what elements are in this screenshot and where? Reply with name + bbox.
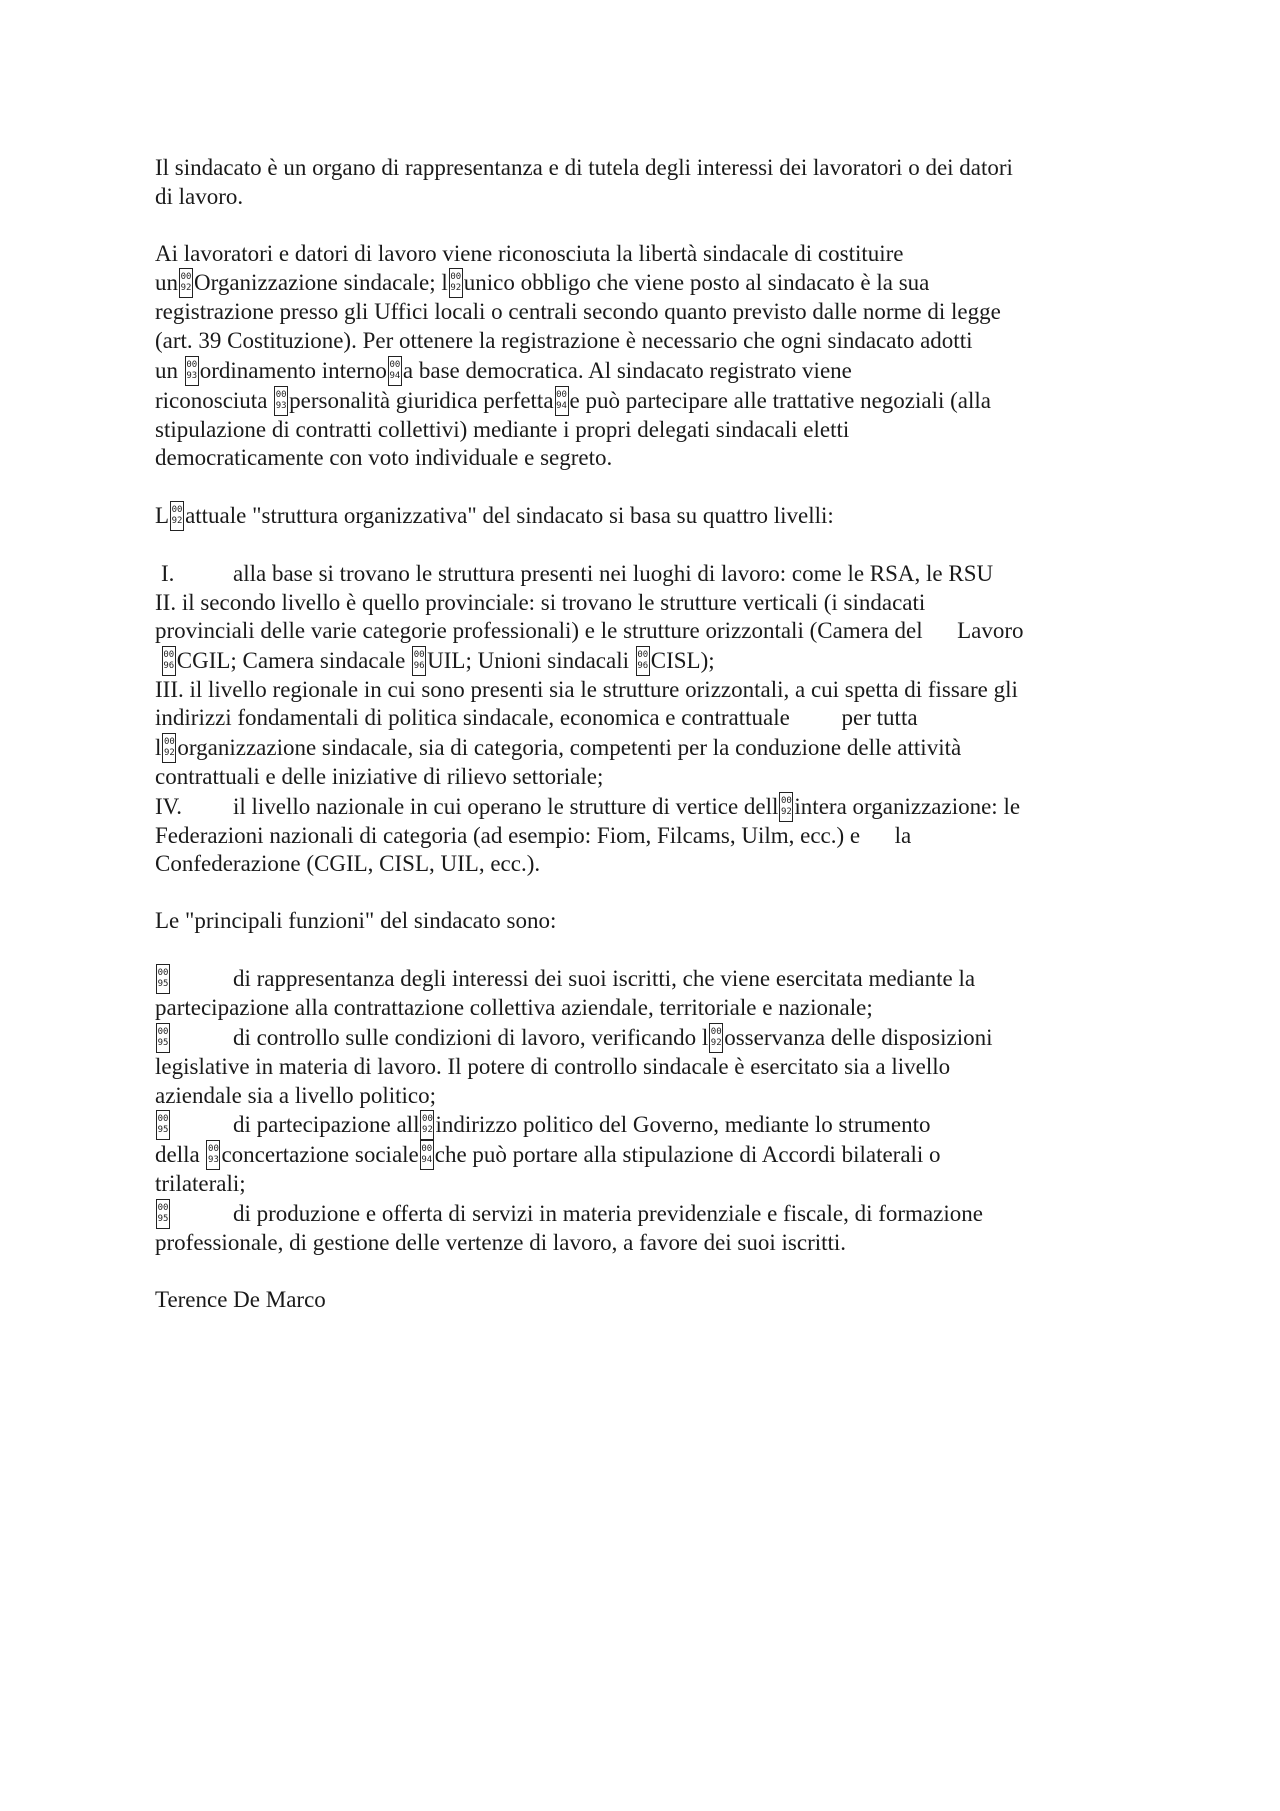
bullet-marker bbox=[155, 964, 233, 994]
level-item-2-line-2: provinciali delle varie categorie professionali) e le strutture orizzontali (Camera del Lavoro bbox=[155, 618, 1024, 644]
missing-glyph-icon: 00 96 bbox=[162, 646, 176, 676]
missing-glyph-icon: 00 92 bbox=[170, 501, 184, 531]
level-item-4-line-3: Confederazione (CGIL, CISL, UIL, ecc.). bbox=[155, 851, 541, 877]
missing-glyph-icon: 00 92 bbox=[179, 268, 193, 298]
bullet-marker bbox=[155, 1023, 233, 1053]
missing-glyph-icon: 00 92 bbox=[420, 1110, 434, 1140]
function-item-4-line-1: 00 95 di produzione e offerta di servizi in materia previdenziale e fiscale, di formazione bbox=[155, 1199, 1135, 1229]
level-marker: III. bbox=[155, 676, 184, 702]
bullet-glyph-icon: 00 95 bbox=[156, 1199, 170, 1229]
missing-glyph-icon: 00 94 bbox=[555, 386, 569, 416]
level-item-4-line-2: Federazioni nazionali di categoria (ad esempio: Fiom, Filcams, Uilm, ecc.) e la bbox=[155, 822, 912, 848]
function-item-1-line-2: partecipazione alla contrattazione collettiva aziendale, territoriale e nazionale; bbox=[155, 995, 873, 1021]
functions-list bbox=[155, 964, 1135, 1257]
level-item-4-line-1: IV. il livello nazionale in cui operano le strutture di vertice dell 00 92 intera organizzazione: le bbox=[155, 792, 1135, 822]
bullet-marker bbox=[155, 1199, 233, 1229]
level-item-3-line-2: indirizzi fondamentali di politica sindacale, economica e contrattuale per tutta bbox=[155, 705, 918, 731]
level-item-2-line-3: 00 96 CGIL; Camera sindacale 00 96 UIL; Unioni sindacali 00 96 CISL); bbox=[155, 646, 1135, 676]
function-item-3-line-3: trilaterali; bbox=[155, 1171, 246, 1197]
function-item-1-line-1: 00 95 di rappresentanza degli interessi dei suoi iscritti, che viene esercitata mediante la bbox=[155, 964, 1135, 994]
freedom-line-6: riconosciuta 00 93 personalità giuridica perfetta 00 94 e può partecipare alle trattative negoziali (alla bbox=[155, 386, 1135, 416]
missing-glyph-icon: 00 96 bbox=[412, 646, 426, 676]
freedom-line-1: Ai lavoratori e datori di lavoro viene riconosciuta la libertà sindacale di costituire bbox=[155, 240, 904, 266]
functions-intro-line: Le "principali funzioni" del sindacato sono: bbox=[155, 908, 557, 934]
level-marker: I. bbox=[161, 560, 175, 586]
document-page bbox=[155, 154, 1135, 1315]
missing-glyph-icon: 00 93 bbox=[185, 356, 199, 386]
missing-glyph-icon: 00 92 bbox=[709, 1023, 723, 1053]
freedom-line-4: (art. 39 Costituzione). Per ottenere la registrazione è necessario che ogni sindacato adotti bbox=[155, 327, 973, 353]
bullet-glyph-icon: 00 95 bbox=[156, 1023, 170, 1053]
freedom-line-3: registrazione presso gli Uffici locali o centrali secondo quanto previsto dalle norme di legge bbox=[155, 299, 1001, 325]
missing-glyph-icon: 00 93 bbox=[206, 1140, 220, 1170]
level-item-3-line-4: contrattuali e delle iniziative di rilievo settoriale; bbox=[155, 763, 604, 789]
bullet-marker bbox=[155, 1110, 233, 1140]
levels-list bbox=[155, 560, 1135, 879]
level-item-3-line-3: l 00 92 organizzazione sindacale, sia di categoria, competenti per la conduzione delle attività bbox=[155, 733, 1135, 763]
level-item-3-line-1: III. il livello regionale in cui sono presenti sia le strutture orizzontali, a cui spetta di fissare gli bbox=[155, 676, 1018, 702]
missing-glyph-icon: 00 94 bbox=[420, 1140, 434, 1170]
level-item-1: I. alla base si trovano le struttura presenti nei luoghi di lavoro: come le RSA, le RSU bbox=[155, 560, 1135, 589]
author-signature: Terence De Marco bbox=[155, 1287, 326, 1313]
missing-glyph-icon: 00 92 bbox=[162, 733, 176, 763]
missing-glyph-icon: 00 93 bbox=[274, 386, 288, 416]
level-marker: IV. bbox=[155, 793, 183, 819]
bullet-glyph-icon: 00 95 bbox=[156, 964, 170, 994]
function-item-2-line-1: 00 95 di controllo sulle condizioni di lavoro, verificando l 00 92 osservanza delle disposizioni bbox=[155, 1023, 1135, 1053]
freedom-line-7: stipulazione di contratti collettivi) mediante i propri delegati sindacali eletti bbox=[155, 416, 850, 442]
level-marker: II. bbox=[155, 589, 177, 615]
function-item-2-line-3: aziendale sia a livello politico; bbox=[155, 1082, 437, 1108]
structure-intro-line: L 00 92 attuale "struttura organizzativa" del sindacato si basa su quattro livelli: bbox=[155, 501, 1135, 531]
function-item-3-line-1: 00 95 di partecipazione all 00 92 indirizzo politico del Governo, mediante lo strumento bbox=[155, 1110, 1135, 1140]
missing-glyph-icon: 00 92 bbox=[449, 268, 463, 298]
bullet-glyph-icon: 00 95 bbox=[156, 1110, 170, 1140]
level-item-2-line-1: II. il secondo livello è quello provinciale: si trovano le strutture verticali (i sindacati bbox=[155, 589, 926, 615]
missing-glyph-icon: 00 96 bbox=[636, 646, 650, 676]
freedom-line-2: un 00 92 Organizzazione sindacale; l 00 92 unico obbligo che viene posto al sindacato è la sua bbox=[155, 268, 1135, 298]
function-item-3-line-2: della 00 93 concertazione sociale 00 94 che può portare alla stipulazione di Accordi bilaterali o bbox=[155, 1140, 1135, 1170]
function-item-2-line-2: legislative in materia di lavoro. Il potere di controllo sindacale è esercitato sia a livello bbox=[155, 1054, 951, 1080]
function-item-4-line-2: professionale, di gestione delle vertenze di lavoro, a favore dei suoi iscritti. bbox=[155, 1229, 847, 1255]
structure-intro bbox=[155, 501, 1135, 531]
functions-intro bbox=[155, 907, 1135, 936]
freedom-line-5: un 00 93 ordinamento interno 00 94 a base democratica. Al sindacato registrato viene bbox=[155, 356, 1135, 386]
missing-glyph-icon: 00 92 bbox=[779, 792, 793, 822]
missing-glyph-icon: 00 94 bbox=[388, 356, 402, 386]
freedom-line-8: democraticamente con voto individuale e segreto. bbox=[155, 445, 613, 471]
intro-line-1: Il sindacato è un organo di rappresentanza e di tutela degli interessi dei lavoratori o dei datori bbox=[155, 155, 1013, 180]
freedom-paragraph bbox=[155, 240, 1135, 473]
intro-paragraph bbox=[155, 154, 1135, 211]
intro-line-2: di lavoro. bbox=[155, 183, 244, 209]
